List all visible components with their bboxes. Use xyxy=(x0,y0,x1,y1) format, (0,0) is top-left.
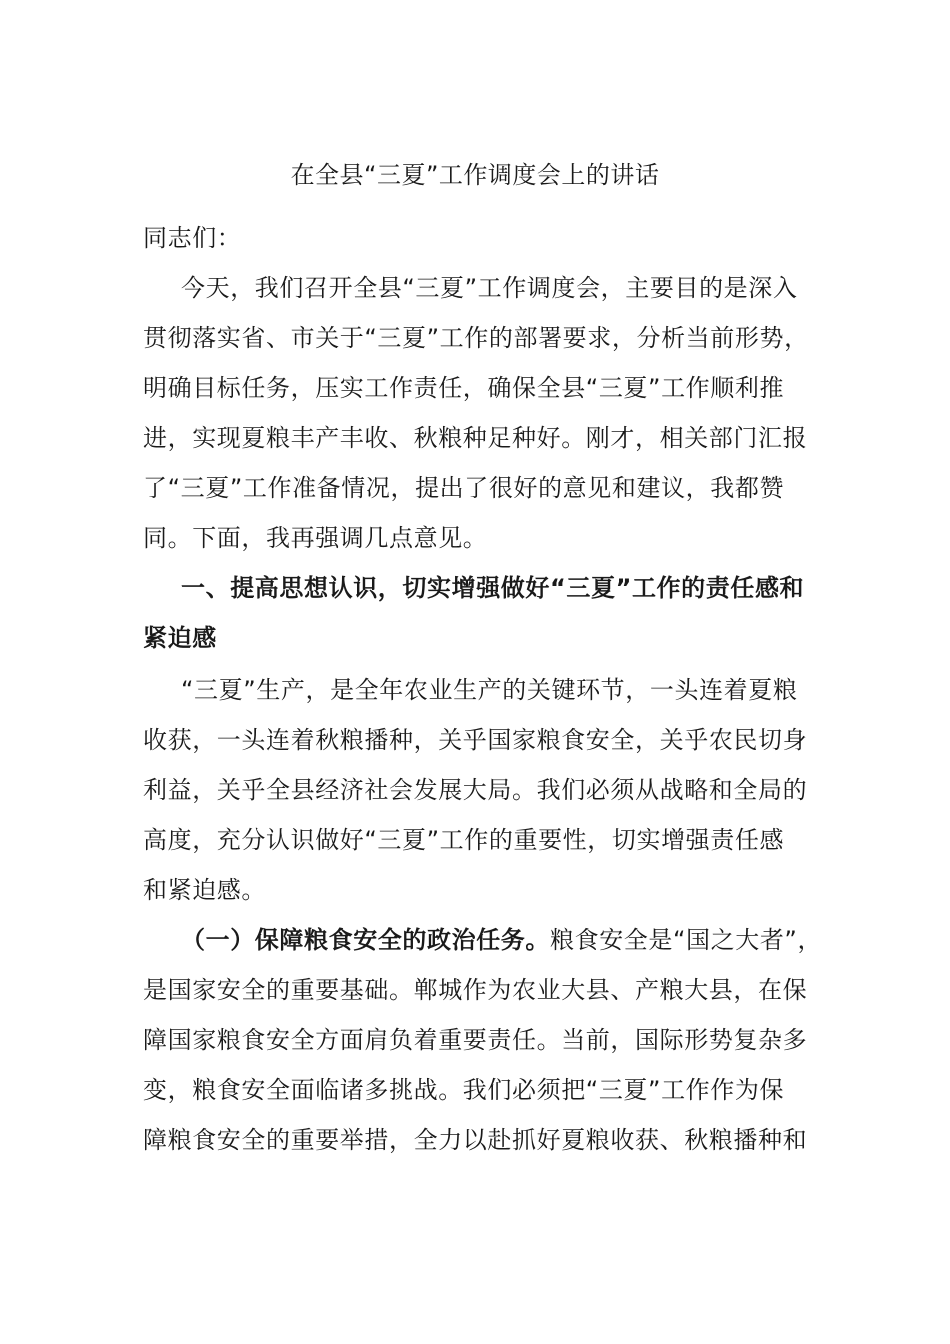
section-heading-line: 紧迫感 xyxy=(143,624,217,652)
paragraph-line: 障粮食安全的重要举措，全力以赴抓好夏粮收获、秋粮播种和 xyxy=(143,1126,808,1154)
paragraph-line: 障国家粮食安全方面肩负着重要责任。当前，国际形势复杂多 xyxy=(143,1026,808,1054)
section-heading-line: 一、提高思想认识，切实增强做好“三夏”工作的责任感和 xyxy=(181,574,805,602)
subsection-heading: （一）保障粮食安全的政治任务。 xyxy=(181,926,550,954)
salutation: 同志们： xyxy=(143,224,242,252)
paragraph-line: 贯彻落实省、市关于“三夏”工作的部署要求，分析当前形势， xyxy=(143,324,809,352)
document-title: 在全县“三夏”工作调度会上的讲话 xyxy=(290,161,660,189)
paragraph-line: 进，实现夏粮丰产丰收、秋粮种足种好。刚才，相关部门汇报 xyxy=(143,424,808,452)
subsection-text: 粮食安全是“国之大者”， xyxy=(550,926,823,954)
paragraph-line: 和紧迫感。 xyxy=(143,876,266,904)
paragraph-line: 今天，我们召开全县“三夏”工作调度会，主要目的是深入 xyxy=(181,274,798,302)
subsection-line xyxy=(181,922,861,958)
paragraph-line: “三夏”生产，是全年农业生产的关键环节，一头连着夏粮 xyxy=(181,676,798,704)
paragraph-line: 是国家安全的重要基础。郸城作为农业大县、产粮大县，在保 xyxy=(143,976,808,1004)
paragraph-line: 同。下面，我再强调几点意见。 xyxy=(143,524,488,552)
paragraph-line: 高度，充分认识做好“三夏”工作的重要性，切实增强责任感 xyxy=(143,826,785,854)
paragraph-line: 变，粮食安全面临诸多挑战。我们必须把“三夏”工作作为保 xyxy=(143,1076,785,1104)
paragraph-line: 了“三夏”工作准备情况，提出了很好的意见和建议，我都赞 xyxy=(143,474,785,502)
paragraph-line: 利益，关乎全县经济社会发展大局。我们必须从战略和全局的 xyxy=(143,776,808,804)
paragraph-line: 收获，一头连着秋粮播种，关乎国家粮食安全，关乎农民切身 xyxy=(143,726,808,754)
paragraph-line: 明确目标任务，压实工作责任，确保全县“三夏”工作顺利推 xyxy=(143,374,785,402)
